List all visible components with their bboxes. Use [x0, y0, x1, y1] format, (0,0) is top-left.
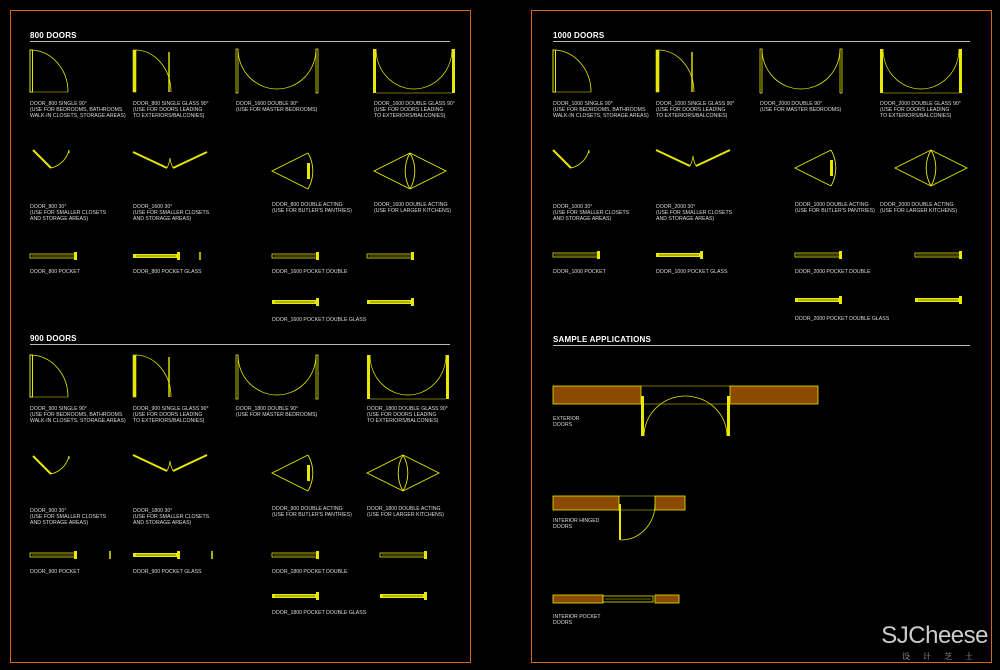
- label-door-1000-pocket-glass: DOOR_1000 POCKET GLASS: [656, 269, 728, 275]
- label-door-2000-30: DOOR_2000 30° (USE FOR SMALLER CLOSETS AND STORAGE AREAS): [656, 204, 733, 223]
- label-door-1600-pocket-double-glass: DOOR_1600 POCKET DOUBLE GLASS: [272, 317, 367, 323]
- section-title-900: 900 DOORS: [30, 334, 77, 343]
- label-door-1600-double-glass: DOOR_1600 DOUBLE GLASS 90° (USE FOR DOORS LEADING TO EXTERIORS/BALCONIES): [374, 101, 455, 120]
- label-door-800-pocket-glass: DOOR_800 POCKET GLASS: [133, 269, 202, 275]
- label-door-900-pocket-glass: DOOR_900 POCKET GLASS: [133, 569, 202, 575]
- label-exterior-doors: EXTERIOR DOORS: [553, 416, 580, 429]
- label-door-2000-pocket-double: DOOR_2000 POCKET DOUBLE: [795, 269, 871, 275]
- label-door-1600-30: DOOR_1600 30° (USE FOR SMALLER CLOSETS AND STORAGE AREAS): [133, 204, 210, 223]
- watermark-brand: SJCheese: [881, 622, 988, 649]
- label-door-900-pocket: DOOR_900 POCKET: [30, 569, 80, 575]
- label-door-800-double-acting: DOOR_800 DOUBLE ACTING (USE FOR BUTLER'S PANTRIES): [272, 202, 352, 215]
- label-interior-hinged-doors: INTERIOR HINGED DOORS: [553, 518, 600, 531]
- label-door-1000-double-acting: DOOR_1000 DOUBLE ACTING (USE FOR BUTLER'S PANTRIES): [795, 202, 875, 215]
- section-title-1000: 1000 DOORS: [553, 31, 605, 40]
- label-door-800-single-glass: DOOR_800 SINGLE GLASS 90° (USE FOR DOORS LEADING TO EXTERIORS/BALCONIES): [133, 101, 209, 120]
- label-door-2000-pocket-double-glass: DOOR_2000 POCKET DOUBLE GLASS: [795, 316, 890, 322]
- label-door-1800-double-glass: DOOR_1800 DOUBLE GLASS 90° (USE FOR DOORS LEADING TO EXTERIORS/BALCONIES): [367, 406, 448, 425]
- label-door-1800-double: DOOR_1800 DOUBLE 90° (USE FOR MASTER BEDROOMS): [236, 406, 318, 419]
- label-door-800-single: DOOR_800 SINGLE 90° (USE FOR BEDROOMS, BATHROOMS WALK-IN CLOSETS, STORAGE AREAS): [30, 101, 126, 120]
- label-door-800-pocket: DOOR_800 POCKET: [30, 269, 80, 275]
- label-interior-pocket-doors: INTERIOR POCKET DOORS: [553, 614, 601, 627]
- label-door-1800-30: DOOR_1800 30° (USE FOR SMALLER CLOSETS AND STORAGE AREAS): [133, 508, 210, 527]
- label-door-1800-pocket-double-glass: DOOR_1800 POCKET DOUBLE GLASS: [272, 610, 367, 616]
- label-door-1000-single-glass: DOOR_1000 SINGLE GLASS 90° (USE FOR DOORS LEADING TO EXTERIORS/BALCONIES): [656, 101, 735, 120]
- section-title-sample: SAMPLE APPLICATIONS: [553, 335, 652, 344]
- label-door-1600-pocket-double: DOOR_1600 POCKET DOUBLE: [272, 269, 348, 275]
- watermark-subtitle: 设计芝士: [902, 652, 986, 661]
- label-door-2000-double-acting: DOOR_2000 DOUBLE ACTING (USE FOR LARGER KITCHENS): [880, 202, 957, 215]
- label-door-900-single: DOOR_900 SINGLE 90° (USE FOR BEDROOMS, BATHROOMS WALK-IN CLOSETS, STORAGE AREAS): [30, 406, 126, 425]
- label-door-900-30: DOOR_900 30° (USE FOR SMALLER CLOSETS AND STORAGE AREAS): [30, 508, 107, 527]
- section-title-800: 800 DOORS: [30, 31, 77, 40]
- label-door-1600-double-acting: DOOR_1600 DOUBLE ACTING (USE FOR LARGER KITCHENS): [374, 202, 451, 215]
- label-door-1000-30: DOOR_1000 30° (USE FOR SMALLER CLOSETS AND STORAGE AREAS): [553, 204, 630, 223]
- label-door-900-double-acting: DOOR_900 DOUBLE ACTING (USE FOR BUTLER'S PANTRIES): [272, 506, 352, 519]
- label-door-1600-double: DOOR_1600 DOUBLE 90° (USE FOR MASTER BEDROOMS): [236, 101, 318, 114]
- label-door-2000-double: DOOR_2000 DOUBLE 90° (USE FOR MASTER BEDROOMS): [760, 101, 842, 114]
- label-door-2000-double-glass: DOOR_2000 DOUBLE GLASS 90° (USE FOR DOORS LEADING TO EXTERIORS/BALCONIES): [880, 101, 961, 120]
- label-door-1800-pocket-double: DOOR_1800 POCKET DOUBLE: [272, 569, 348, 575]
- label-door-1000-single: DOOR_1000 SINGLE 90° (USE FOR BEDROOMS, BATHROOMS WALK-IN CLOSETS, STORAGE AREAS): [553, 101, 649, 120]
- label-door-800-30: DOOR_800 30° (USE FOR SMALLER CLOSETS AND STORAGE AREAS): [30, 204, 107, 223]
- label-door-1800-double-acting: DOOR_1800 DOUBLE ACTING (USE FOR LARGER KITCHENS): [367, 506, 444, 519]
- label-door-1000-pocket: DOOR_1000 POCKET: [553, 269, 606, 275]
- label-door-900-single-glass: DOOR_900 SINGLE GLASS 90° (USE FOR DOORS LEADING TO EXTERIORS/BALCONIES): [133, 406, 209, 425]
